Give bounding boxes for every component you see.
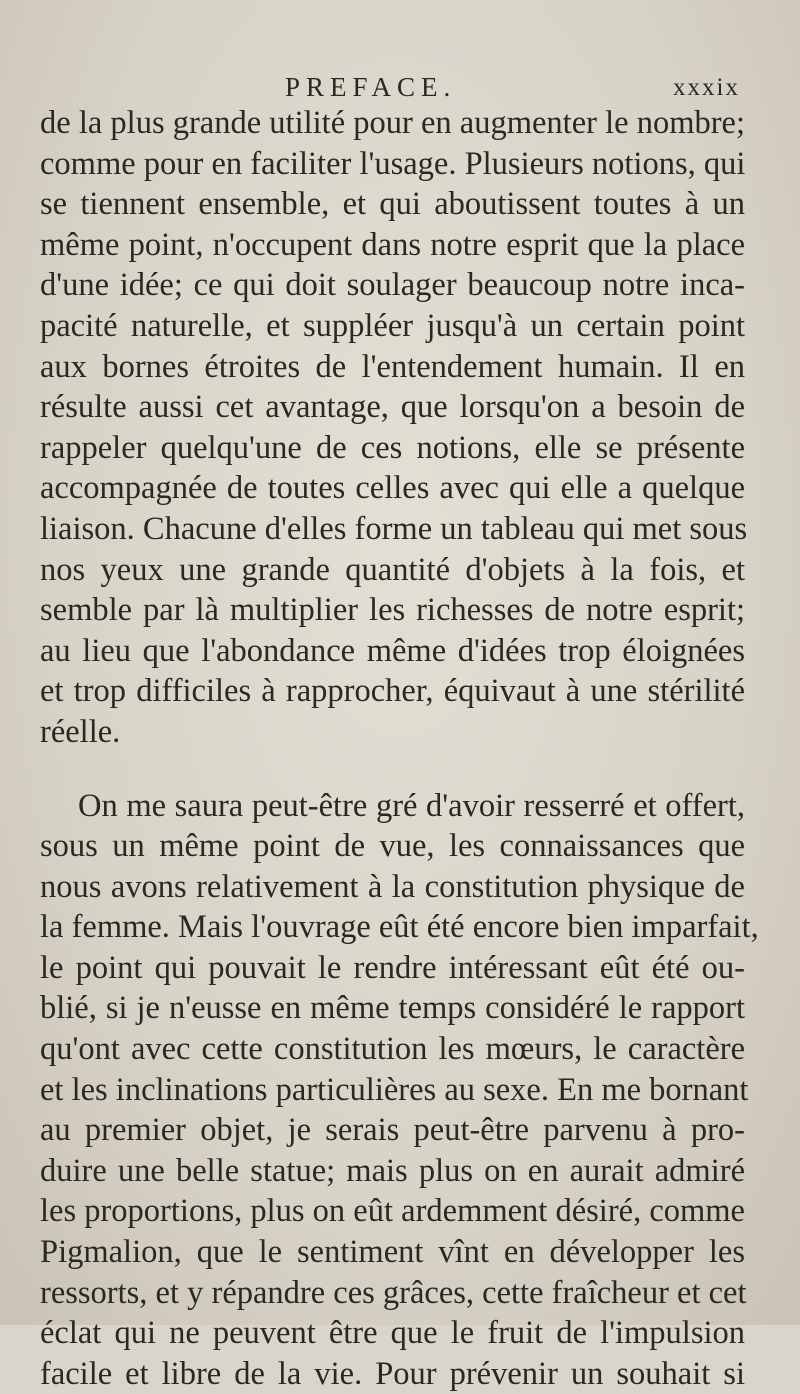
text-line: duire une belle statue; mais plus on en aurait admiré <box>40 1151 745 1192</box>
text-line: blié, si je n'eusse en même temps considéré le rapport <box>40 988 745 1029</box>
text-line: même point, n'occupent dans notre esprit que la place <box>40 225 745 266</box>
text-line: rappeler quelqu'une de ces notions, elle se présente <box>40 428 745 469</box>
text-line: pacité naturelle, et suppléer jusqu'à un certain point <box>40 306 745 347</box>
paragraph-gap <box>40 753 745 786</box>
text-line: réelle. <box>40 712 745 753</box>
text-line: de la plus grande utilité pour en augmenter le nombre; <box>40 103 745 144</box>
text-line: les proportions, plus on eût ardemment désiré, comme <box>40 1191 745 1232</box>
text-line: nous avons relativement à la constitution physique de <box>40 867 745 908</box>
text-line: et trop difficiles à rapprocher, équivaut à une stérilité <box>40 671 745 712</box>
text-line: facile et libre de la vie. Pour prévenir un souhait si <box>40 1354 745 1394</box>
text-line: liaison. Chacune d'elles forme un tableau qui met sous <box>40 509 745 550</box>
text-line: d'une idée; ce qui doit soulager beaucoup notre inca- <box>40 265 745 306</box>
text-line: On me saura peut-être gré d'avoir resserré et offert, <box>40 786 745 827</box>
text-line: accompagnée de toutes celles avec qui elle a quelque <box>40 468 745 509</box>
text-line: au lieu que l'abondance même d'idées trop éloignées <box>40 631 745 672</box>
text-line: résulte aussi cet avantage, que lorsqu'on a besoin de <box>40 387 745 428</box>
text-line: la femme. Mais l'ouvrage eût été encore bien imparfait, <box>40 907 745 948</box>
text-line: Pigmalion, que le sentiment vînt en développer les <box>40 1232 745 1273</box>
paragraph-2 <box>40 786 745 1394</box>
text-line: nos yeux une grande quantité d'objets à la fois, et <box>40 550 745 591</box>
text-line: se tiennent ensemble, et qui aboutissent toutes à un <box>40 184 745 225</box>
text-line: au premier objet, je serais peut-être parvenu à pro- <box>40 1110 745 1151</box>
running-title: PREFACE. <box>285 72 456 103</box>
paragraph-1 <box>40 103 745 753</box>
text-line: ressorts, et y répandre ces grâces, cette fraîcheur et cet <box>40 1273 745 1314</box>
text-line: aux bornes étroites de l'entendement humain. Il en <box>40 347 745 388</box>
text-line: qu'ont avec cette constitution les mœurs, le caractère <box>40 1029 745 1070</box>
text-line: et les inclinations particulières au sexe. En me bornant <box>40 1070 745 1111</box>
body-text <box>40 103 745 1394</box>
page-number: xxxix <box>673 74 740 102</box>
text-line: semble par là multiplier les richesses de notre esprit; <box>40 590 745 631</box>
text-line: comme pour en faciliter l'usage. Plusieurs notions, qui <box>40 144 745 185</box>
text-line: sous un même point de vue, les connaissances que <box>40 826 745 867</box>
text-line: le point qui pouvait le rendre intéressant eût été ou- <box>40 948 745 989</box>
text-line: éclat qui ne peuvent être que le fruit de l'impulsion <box>40 1313 745 1354</box>
